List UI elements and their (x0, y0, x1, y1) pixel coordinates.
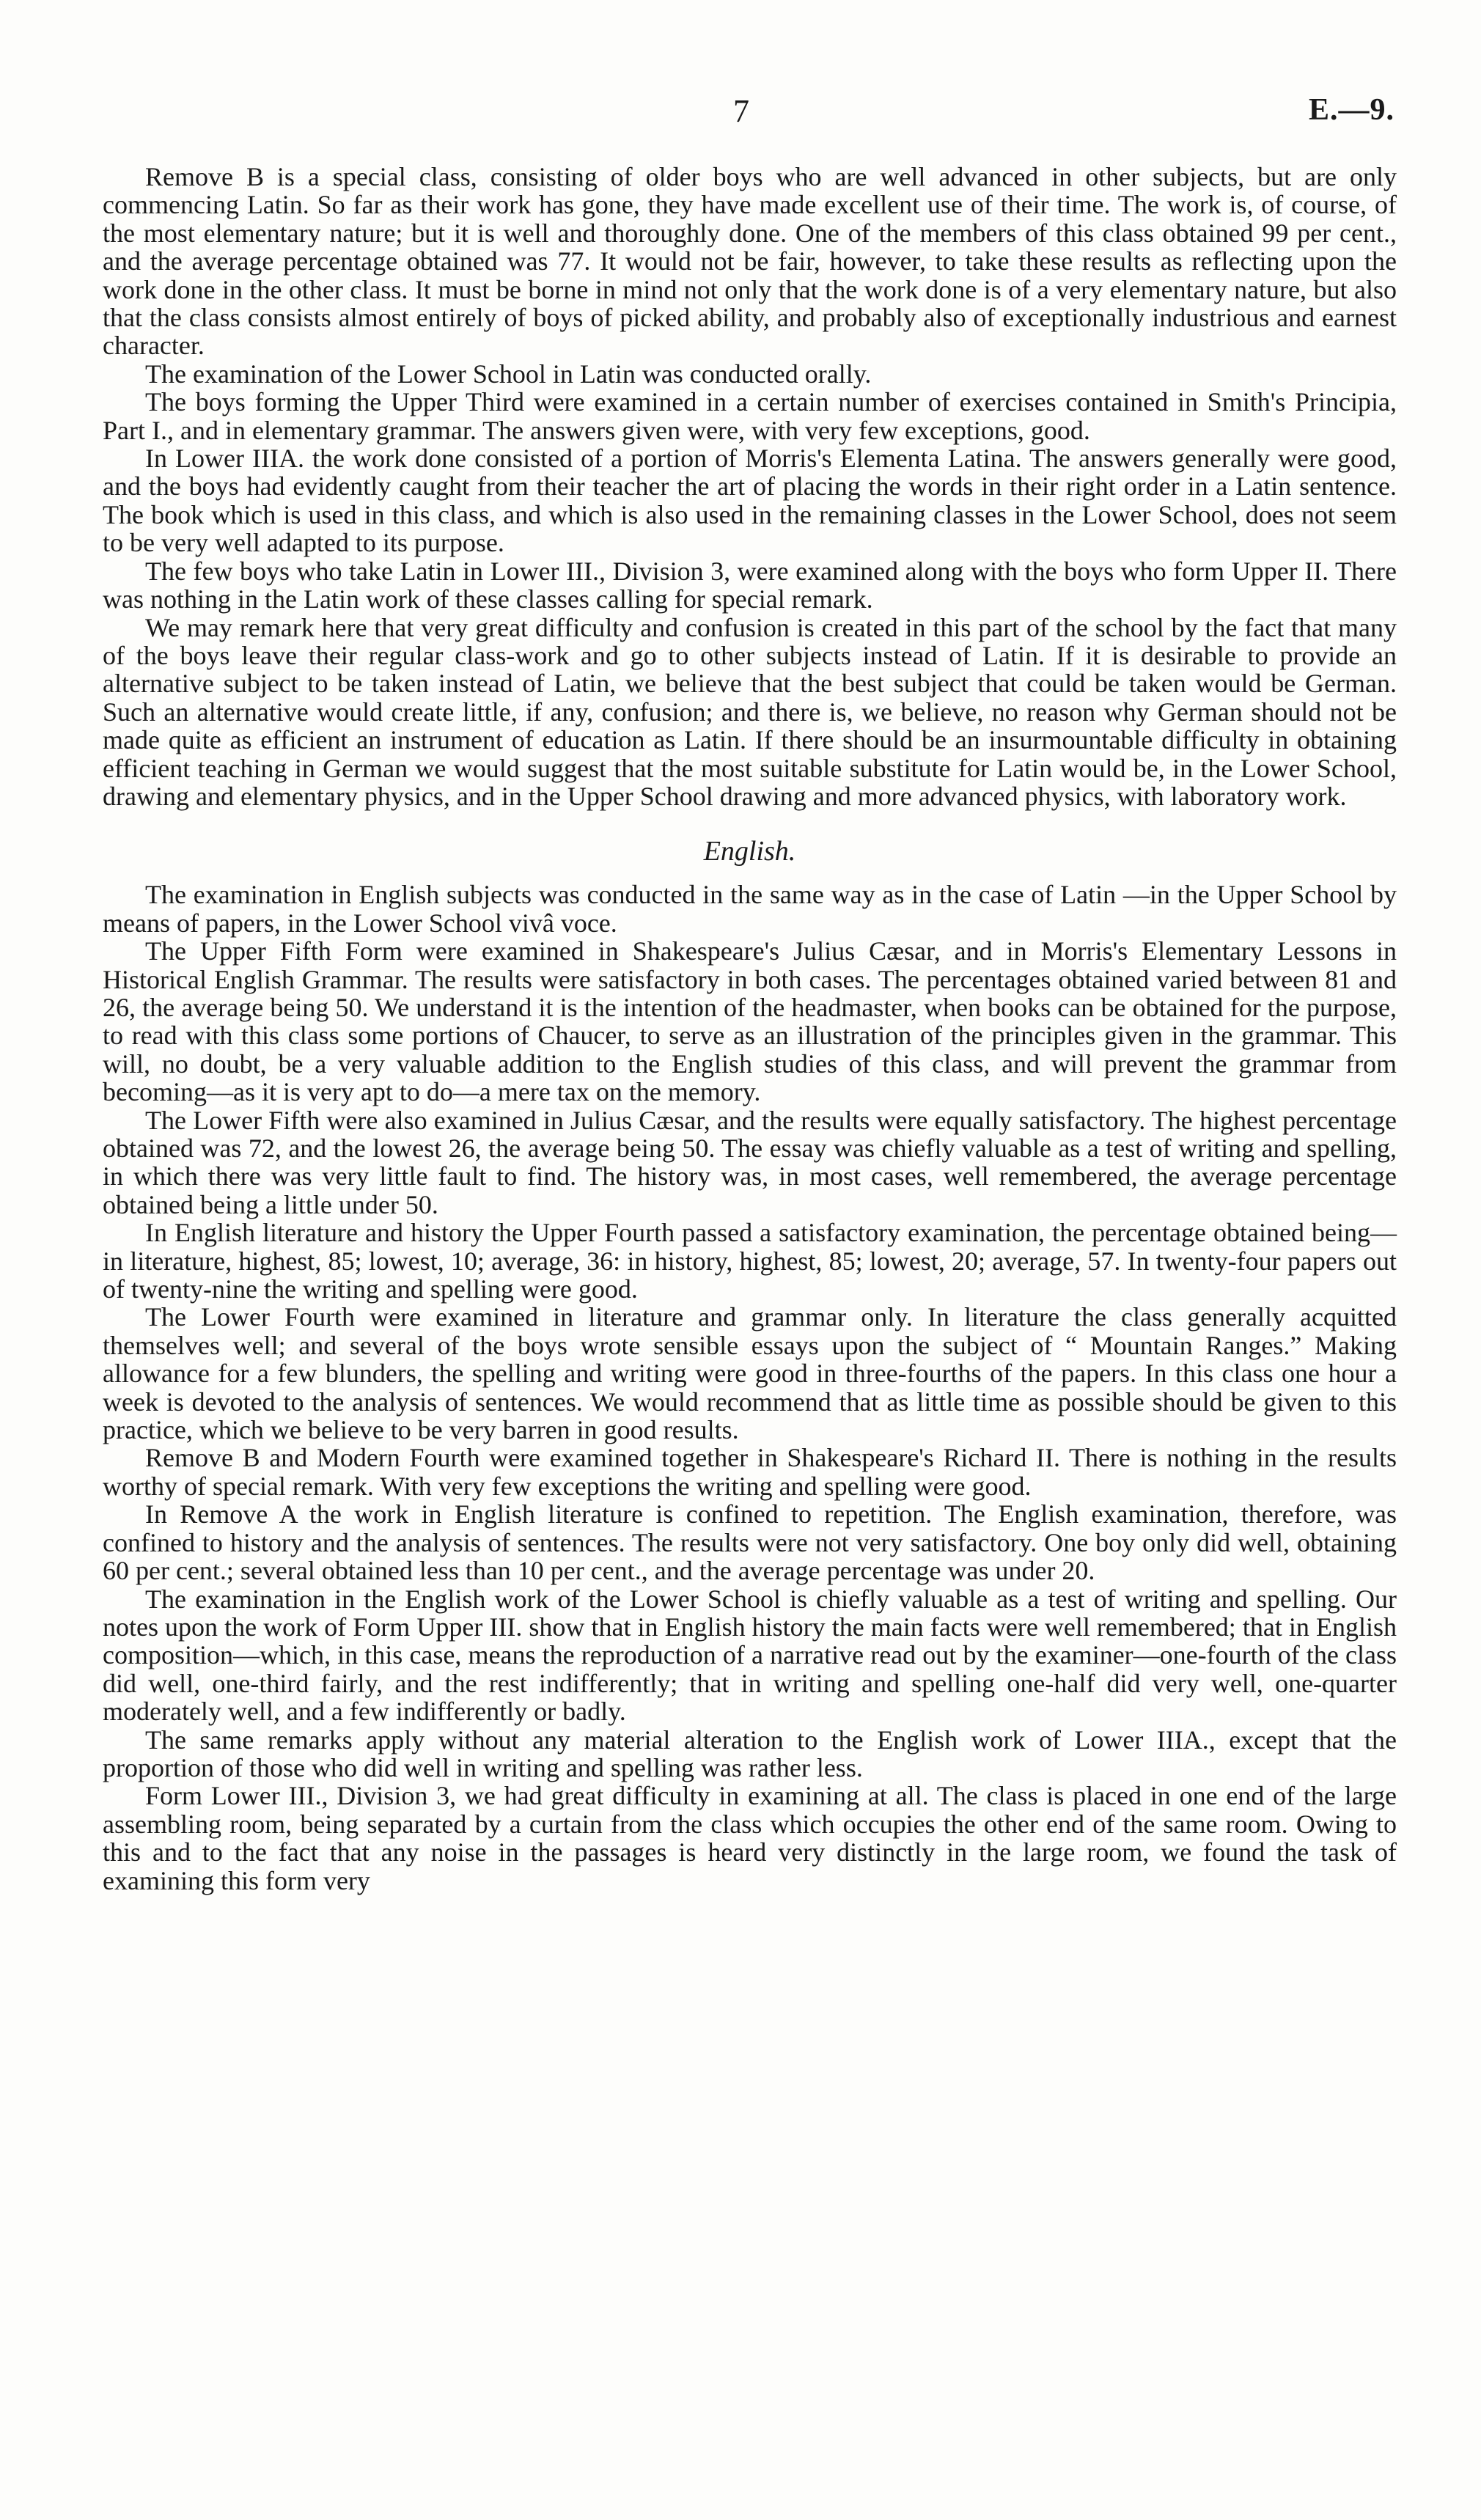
paragraph-upper-fourth: In English literature and history the Upper Fourth passed a satisfactory examination, the percentage obtained being—in literature, highest, 85; lowest, 10; average, 36: in history, highest, 85; lowest, 20; average, 57. In twenty-four papers out of twenty-nine the writing and spelling were good. (103, 1218, 1397, 1304)
body-text (103, 163, 1397, 1895)
document-reference: E.—9. (1308, 93, 1394, 127)
paragraph-lower-school-english: The examination in the English work of the Lower School is chiefly valuable as a test of writing and spelling. Our notes upon the work of Form Upper III. show that in English history the main facts were well remembered; that in English composition—which, in this case, means the reproduction of a narrative read out by the examiner—one-fourth of the class did well, one-third fairly, and the rest indifferently; that in writing and spelling one-half did very well, one-quarter moderately well, and a few indifferently or badly. (103, 1584, 1397, 1727)
paragraph-lower-school-oral: The examination of the Lower School in Latin was conducted orally. (145, 359, 872, 389)
paragraph-lower-iiia: In Lower IIIA. the work done consisted of a portion of Morris's Elementa Latina. The answers generally were good, and the boys had evidently caught from their teacher the art of placing the words in their right order in a Latin sentence. The book which is used in this class, and which is also used in the remaining classes in the Lower School, does not seem to be very well adapted to its purpose. (103, 444, 1397, 558)
paragraph-lower-fifth: The Lower Fifth were also examined in Julius Cæsar, and the results were equally satisfactory. The highest percentage obtained was 72, and the lowest 26, the average being 50. The essay was chiefly valuable as a test of writing and spelling, in which there was very little fault to find. The history was, in most cases, well remembered, the average percentage obtained being a little under 50. (103, 1105, 1397, 1219)
paragraph-remove-b-latin: Remove B is a special class, consisting of older boys who are well advanced in other subjects, but are only commencing Latin. So far as their work has gone, they have made excellent use of their time. The work is, of course, of the most elementary nature; but it is well and thoroughly done. One of the members of this class obtained 99 per cent., and the average percentage obtained was 77. It would not be fair, however, to take these results as reflecting upon the work done in the other class. It must be borne in mind not only that the work done is of a very elementary nature, but also that the class consists almost entirely of boys of picked ability, and probably also of exceptionally industrious and earnest character. (103, 162, 1397, 361)
paragraph-lower-iii-division-3-english: Form Lower III., Division 3, we had great difficulty in examining at all. The class is placed in one end of the large assembling room, being separated by a curtain from the class which occupies the other end of the same room. Owing to this and to the fact that any noise in the passages is heard very distinctly in the large room, we found the task of examining this form very (103, 1781, 1397, 1895)
section-heading-english: English. (703, 836, 796, 867)
paragraph-upper-fifth: The Upper Fifth Form were examined in Shakespeare's Julius Cæsar, and in Morris's Elementary Lessons in Historical English Grammar. The results were satisfactory in both cases. The percentages obtained varied between 81 and 26, the average being 50. We understand it is the intention of the headmaster, when books can be obtained for the purpose, to read with this class some portions of Chaucer, to serve as an illustration of the principles given in the grammar. This will, no doubt, be a very valuable addition to the English studies of this class, and will prevent the grammar from becoming—as it is very apt to do—a mere tax on the memory. (103, 936, 1397, 1107)
paragraph-english-method: The examination in English subjects was conducted in the same way as in the case of Latin —in the Upper School by means of papers, in the Lower School vivâ voce. (103, 880, 1397, 938)
paragraph-alternative-subject: We may remark here that very great difficulty and confusion is created in this part of the school by the fact that many of the boys leave their regular class-work and go to other subjects instead of Latin. If it is desirable to provide an alternative subject to be taken instead of Latin, we believe that the best subject that could be taken would be German. Such an alternative would create little, if any, confusion; and there is, we believe, no reason why German should not be made quite as efficient an instrument of education as Latin. If there should be an insurmountable difficulty in obtaining efficient teaching in German we would suggest that the most suitable substitute for Latin would be, in the Lower School, drawing and elementary physics, and in the Upper School drawing and more advanced physics, with laboratory work. (103, 612, 1397, 811)
paragraph-remove-a: In Remove A the work in English literature is confined to repetition. The English examination, therefore, was confined to history and the analysis of sentences. The results were not very satisfactory. One boy only did well, obtaining 60 per cent.; several obtained less than 10 per cent., and the average percentage was under 20. (103, 1499, 1397, 1586)
page-number: 7 (733, 93, 750, 129)
paragraph-lower-fourth: The Lower Fourth were examined in literature and grammar only. In literature the class generally acquitted themselves well; and several of the boys wrote sensible essays upon the subject of “ Mountain Ranges.” Making allowance for a few blunders, the spelling and writing were good in three-fourths of the papers. In this class one hour a week is devoted to the analysis of sentences. We would recommend that as little time as possible should be given to this practice, which we believe to be very barren in good results. (103, 1302, 1397, 1445)
paragraph-upper-third: The boys forming the Upper Third were examined in a certain number of exercises contained in Smith's Principia, Part I., and in elementary grammar. The answers given were, with very few exceptions, good. (103, 387, 1397, 445)
paragraph-lower-iiia-english: The same remarks apply without any material alteration to the English work of Lower IIIA., except that the proportion of those who did well in writing and spelling was rather less. (103, 1724, 1397, 1782)
paragraph-remove-b-modern-fourth: Remove B and Modern Fourth were examined together in Shakespeare's Richard II. There is nothing in the results worthy of special remark. With very few exceptions the writing and spelling were good. (103, 1443, 1397, 1501)
paragraph-lower-iii-division-3: The few boys who take Latin in Lower III., Division 3, were examined along with the boys who form Upper II. There was nothing in the Latin work of these classes calling for special remark. (103, 556, 1397, 614)
